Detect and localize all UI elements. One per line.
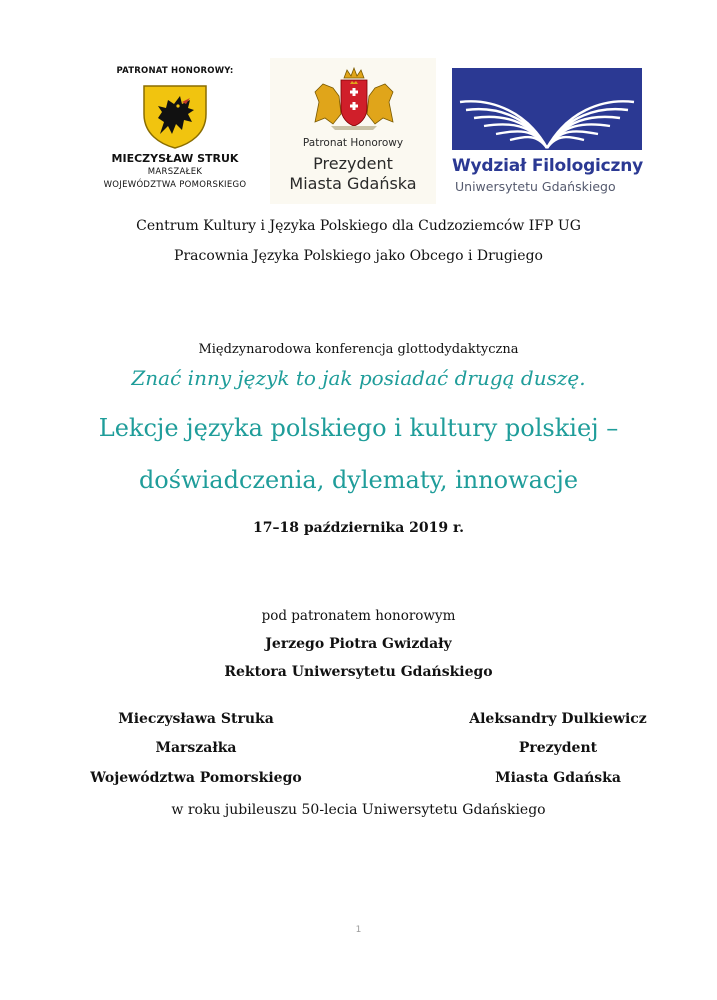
left-patron-title: Marszałka — [155, 740, 237, 756]
institution-name: Centrum Kultury i Języka Polskiego dla Cudzoziemców IFP UG — [136, 218, 581, 234]
jubilee-note: w roku jubileuszu 50-lecia Uniwersytetu Gdańskiego — [171, 802, 546, 818]
marshal-patronage-caption: PATRONAT HONOROWY: — [116, 66, 234, 76]
left-patron-org: Województwa Pomorskiego — [90, 770, 302, 786]
workshop-name: Pracownia Języka Polskiego jako Obcego i Drugiego — [174, 248, 543, 264]
conference-title-line2: doświadczenia, dylematy, innowacje — [138, 466, 579, 494]
marshal-region: WOJEWÓDZTWA POMORSKIEGO — [103, 180, 247, 190]
pomeranian-griffin-icon — [138, 84, 212, 154]
mayor-patronage-caption: Patronat Honorowy — [302, 137, 404, 149]
rector-name: Jerzego Piotra Gwizdały — [265, 636, 452, 652]
gdansk-coat-of-arms-icon — [311, 66, 397, 138]
conference-kind: Międzynarodowa konferencja glottodydaktyczna — [198, 342, 519, 357]
faculty-name: Wydział Filologiczny — [452, 156, 644, 176]
right-patron-org: Miasta Gdańska — [495, 770, 621, 786]
right-patron-name: Aleksandry Dulkiewicz — [469, 711, 647, 727]
right-patron-title: Prezydent — [518, 740, 598, 756]
mayor-city: Miasta Gdańska — [289, 174, 417, 193]
marshal-role: MARSZAŁEK — [147, 167, 203, 177]
left-patron-name: Mieczysława Struka — [118, 711, 274, 727]
conference-motto: Znać inny język to jak posiadać drugą duszę. — [131, 366, 586, 390]
conference-title-line1: Lekcje języka polskiego i kultury polskiej – — [98, 414, 619, 442]
mayor-title: Prezydent — [313, 154, 393, 173]
faculty-university: Uniwersytetu Gdańskiego — [455, 179, 616, 194]
conference-date: 17–18 października 2019 r. — [253, 520, 464, 536]
rector-title: Rektora Uniwersytetu Gdańskiego — [224, 664, 493, 680]
open-book-icon — [452, 68, 642, 154]
page-number: 1 — [355, 925, 362, 935]
patronage-intro: pod patronatem honorowym — [261, 608, 456, 624]
marshal-name: MIECZYSŁAW STRUK — [111, 152, 239, 165]
